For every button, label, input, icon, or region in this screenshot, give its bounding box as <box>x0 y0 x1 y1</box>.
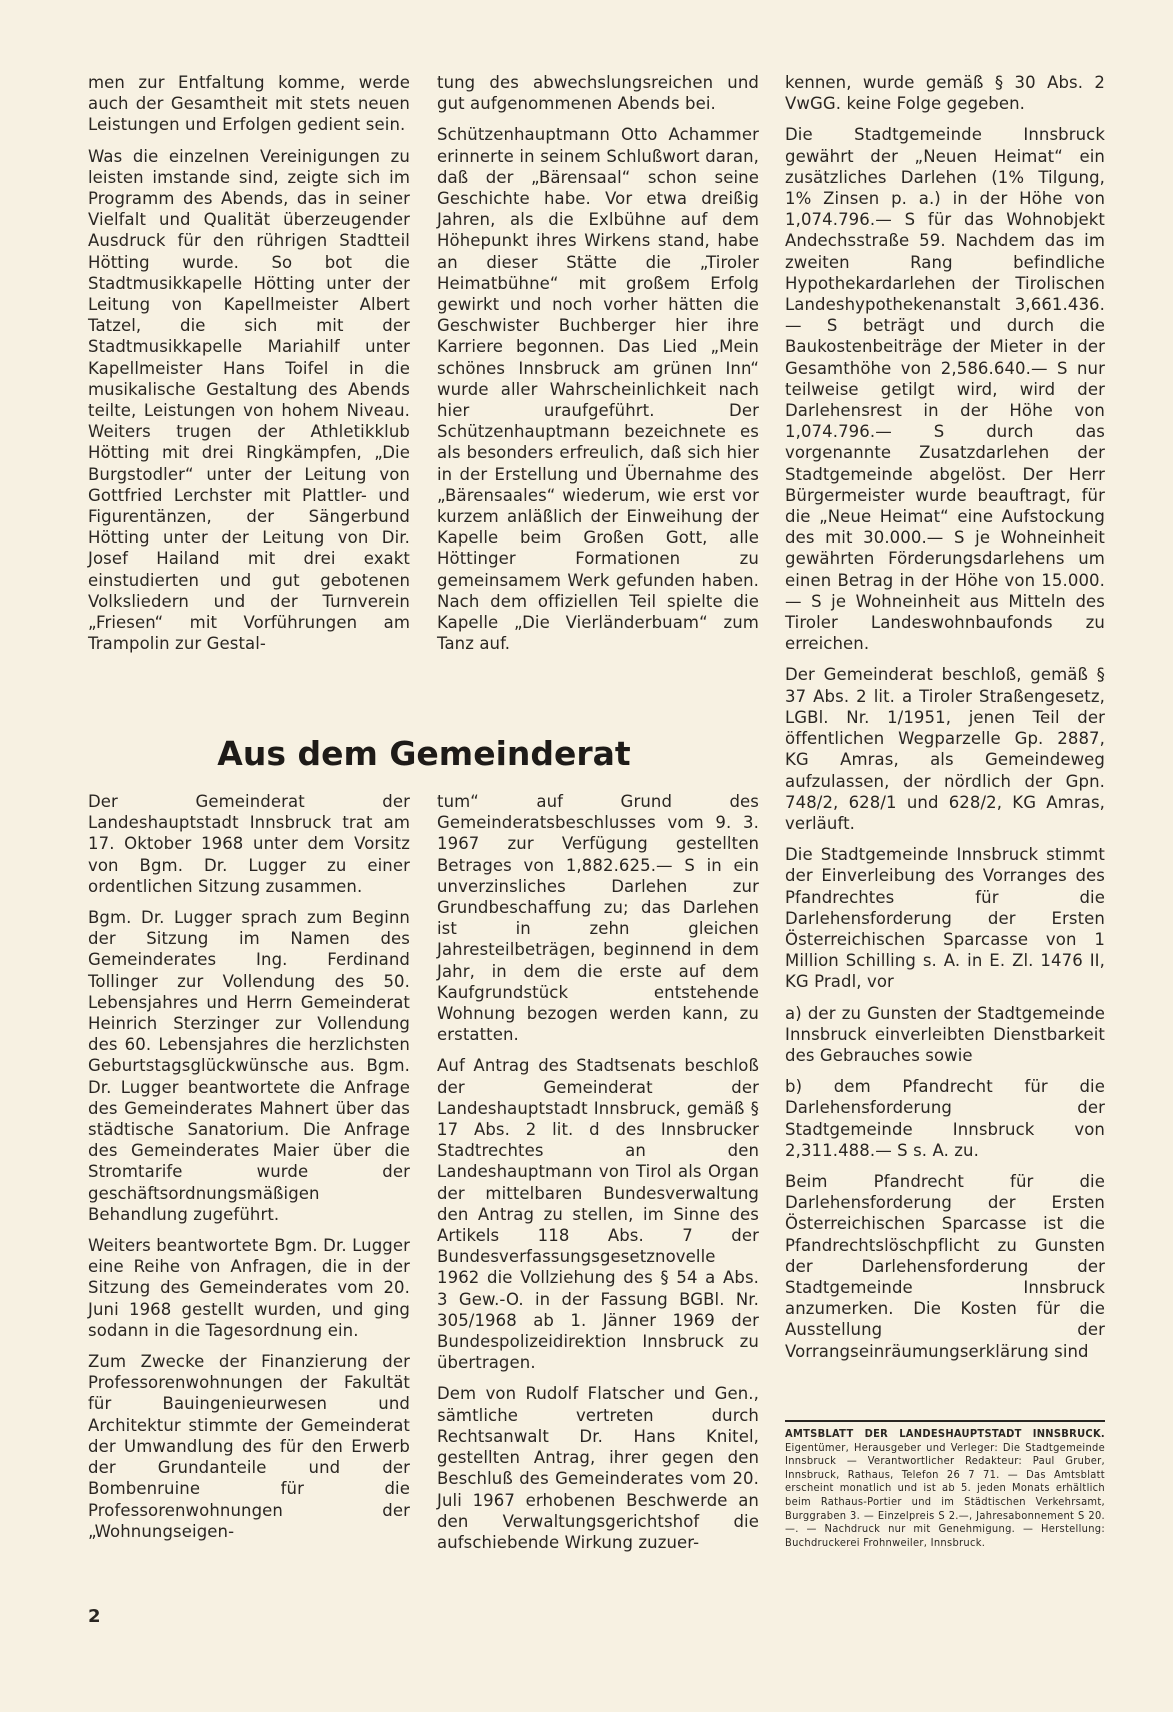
paragraph: Was die einzelnen Vereinigungen zu leisten imstande sind, zeigte sich im Programm des Abends, das in seiner Vielfalt und Qualität überzeugender Ausdruck für den rührigen Stadtteil Hötting wurde. So bot die Stadtmusikkapelle Hötting unter der Leitung von Kapellmeister Albert Tatzel, die sich mit der Stadtmusikkapelle Mariahilf unter Kapellmeister Hans Toifel in die musikalische Gestaltung des Abends teilte, Leistungen von hohem Niveau. Weiters trugen der Athletikklub Hötting mit drei Ringkämpfen, „Die Burgstodler“ unter der Leitung von Gottfried Lerchster mit Plattler- und Figurentänzen, der Sängerbund Hötting unter der Leitung von Dir. Josef Hailand mit drei exakt einstudierten und gut gebotenen Volksliedern und der Turnverein „Friesen“ mit Vorführungen am Trampolin zur Gestal- <box>88 146 410 654</box>
column-bottom-middle <box>437 791 759 1553</box>
column-bottom-left <box>88 791 410 1542</box>
imprint-lead: AMTSBLATT DER LANDESHAUPTSTADT INNSBRUCK. <box>785 1427 1105 1440</box>
paragraph: a) der zu Gunsten der Stadtgemeinde Innsbruck einverleibten Dienstbarkeit des Gebrauches sowie <box>785 1003 1105 1065</box>
paragraph: Auf Antrag des Stadtsenats beschloß der Gemeinderat der Landeshauptstadt Innsbruck, gemäß § 17 Abs. 2 lit. d des Innsbrucker Stadtrechtes an den Landeshauptmann von Tirol als Organ der mittelbaren Bundesverwaltung den Antrag zu stellen, im Sinne des Artikels 118 Abs. 7 der Bundesverfassungsgesetznovelle 1962 die Vollziehung des § 54 a Abs. 3 Gew.-O. in der Fassung BGBl. Nr. 305/1968 ab 1. Jänner 1969 der Bundespolizeidirektion Innsbruck zu übertragen. <box>437 1056 759 1373</box>
section-headline: Aus dem Gemeinderat <box>217 734 631 773</box>
paragraph: tung des abwechslungsreichen und gut aufgenommenen Abends bei. <box>437 73 759 114</box>
column-top-left <box>88 72 410 654</box>
page-number: 2 <box>88 1606 101 1627</box>
paragraph: b) dem Pfandrecht für die Darlehensforderung der Stadtgemeinde Innsbruck von 2,311.488.— S s. A. zu. <box>785 1077 1105 1160</box>
imprint-text: Eigentümer, Herausgeber und Verleger: Die Stadtgemeinde Innsbruck — Verantwortlicher Redakteur: Paul Gruber, Innsbruck, Rathaus, Telefon 26 7 71. — Das Amtsblatt erscheint monatlich und ist ab 5. jeden Monats erhältlich beim Rathaus-Portier und im Städtischen Verkehrsamt, Burggraben 3. — Einzelpreis S 2.—, Jahresabonnement S 20.—. — Nachdruck nur mit Genehmigung. — Herstellung: Buchdruckerei Frohnweiler, Innsbruck. <box>785 1440 1105 1549</box>
imprint-box <box>785 1420 1105 1549</box>
paragraph: Der Gemeinderat der Landeshauptstadt Innsbruck trat am 17. Oktober 1968 unter dem Vorsitz von Bgm. Dr. Lugger zu einer ordentlichen Sitzung zusammen. <box>88 792 410 896</box>
paragraph: kennen, wurde gemäß § 30 Abs. 2 VwGG. keine Folge gegeben. <box>785 73 1105 114</box>
paragraph: tum“ auf Grund des Gemeinderatsbeschlusses vom 9. 3. 1967 zur Verfügung gestellten Betrages von 1,882.625.— S in ein unverzinsliches Darlehen zur Grundbeschaffung zu; das Darlehen ist in zehn gleichen Jahresteilbeträgen, beginnend in dem Jahr, in dem die erste auf dem Kaufgrundstück entstehende Wohnung bezogen werden kann, zu erstatten. <box>437 792 759 1045</box>
paragraph: Die Stadtgemeinde Innsbruck gewährt der „Neuen Heimat“ ein zusätzliches Darlehen (1% Tilgung, 1% Zinsen p. a.) in der Höhe von 1,074.796.— S für das Wohnobjekt Andechsstraße 59. Nachdem das im zweiten Rang befindliche Hypothekardarlehen der Tirolischen Landeshypothekenanstalt 3,661.436.— S beträgt und durch die Baukostenbeiträge der Mieter in der Gesamthöhe von 2,586.640.— S nur teilweise getilgt wird, wird der Darlehensrest in der Höhe von 1,074.796.— S durch das vorgenannte Zusatzdarlehen der Stadtgemeinde abgelöst. Der Herr Bürgermeister wurde beauftragt, für die „Neue Heimat“ eine Aufstockung des mit 30.000.— S je Wohneinheit gewährten Förderungsdarlehens um einen Betrag in der Höhe von 15.000.— S je Wohneinheit aus Mitteln des Tiroler Landeswohnbaufonds zu erreichen. <box>785 125 1105 654</box>
paragraph: Bgm. Dr. Lugger sprach zum Beginn der Sitzung im Namen des Gemeinderates Ing. Ferdinand Tollinger zur Vollendung des 50. Lebensjahres und Herrn Gemeinderat Heinrich Sterzinger zur Vollendung des 60. Lebensjahres die herzlichsten Geburtstagsglückwünsche aus. Bgm. Dr. Lugger beantwortete die Anfrage des Gemeinderates Mahnert über das städtische Sanatorium. Die Anfrage des Gemeinderates Maier über die Stromtarife wurde der geschäftsordnungsmäßigen Behandlung zugeführt. <box>88 908 410 1224</box>
column-right <box>785 72 1105 1362</box>
paragraph: Zum Zwecke der Finanzierung der Professorenwohnungen der Fakultät für Bauingenieurwesen und Architektur stimmte der Gemeinderat der Umwandlung des für den Erwerb der Grundanteile und der Bombenruine für die Professorenwohnungen der „Wohnungseigen- <box>88 1352 410 1541</box>
paragraph: Beim Pfandrecht für die Darlehensforderung der Ersten Österreichischen Sparcasse ist die Pfandrechtslöschpflicht zu Gunsten der Darlehensforderung der Stadtgemeinde Innsbruck anzumerken. Die Kosten für die Ausstellung der Vorrangseinräumungserklärung sind <box>785 1171 1105 1361</box>
paragraph: Die Stadtgemeinde Innsbruck stimmt der Einverleibung des Vorranges des Pfandrechtes für die Darlehensforderung der Ersten Österreichischen Sparcasse von 1 Million Schilling s. A. in E. Zl. 1476 II, KG Pradl, vor <box>785 845 1105 992</box>
paragraph: Schützenhauptmann Otto Achammer erinnerte in seinem Schlußwort daran, daß der „Bärensaal“ schon seine Geschichte habe. Vor etwa dreißig Jahren, als die Exlbühne auf dem Höhepunkt ihres Wirkens stand, habe an dieser Stätte die „Tiroler Heimatbühne“ mit großem Erfolg gewirkt und noch vorher hätten die Geschwister Buchberger hier ihre Karriere begonnen. Das Lied „Mein schönes Innsbruck am grünen Inn“ wurde aller Wahrscheinlichkeit nach hier uraufgeführt. Der Schützenhauptmann bezeichnete es als besonders erfreulich, daß sich hier in der Erstellung und Übernahme des „Bärensaales“ wiederum, wie erst vor kurzem anläßlich der Einweihung der Kapelle beim Großen Gott, alle Höttinger Formationen zu gemeinsamem Werk gefunden haben. Nach dem offiziellen Teil spielte die Kapelle „Die Vierländerbuam“ zum Tanz auf. <box>437 125 759 654</box>
column-top-middle <box>437 72 759 654</box>
paragraph: Dem von Rudolf Flatscher und Gen., sämtliche vertreten durch Rechtsanwalt Dr. Hans Knitel, gestellten Antrag, ihrer gegen den Beschluß des Gemeinderates vom 20. Juli 1967 erhobenen Beschwerde an den Verwaltungsgerichtshof die aufschiebende Wirkung zuzuer- <box>437 1384 759 1552</box>
paragraph: Weiters beantwortete Bgm. Dr. Lugger eine Reihe von Anfragen, die in der Sitzung des Gemeinderates vom 20. Juni 1968 gestellt wurden, und ging sodann in die Tagesordnung ein. <box>88 1236 410 1340</box>
paragraph: men zur Entfaltung komme, werde auch der Gesamtheit mit stets neuen Leistungen und Erfolgen gedient sein. <box>88 73 410 135</box>
paragraph: Der Gemeinderat beschloß, gemäß § 37 Abs. 2 lit. a Tiroler Straßengesetz, LGBl. Nr. 1/1951, jenen Teil der öffentlichen Wegparzelle Gp. 2887, KG Amras, als Gemeindeweg aufzulassen, der nördlich der Gpn. 748/2, 628/1 und 628/2, KG Amras, verläuft. <box>785 665 1105 833</box>
